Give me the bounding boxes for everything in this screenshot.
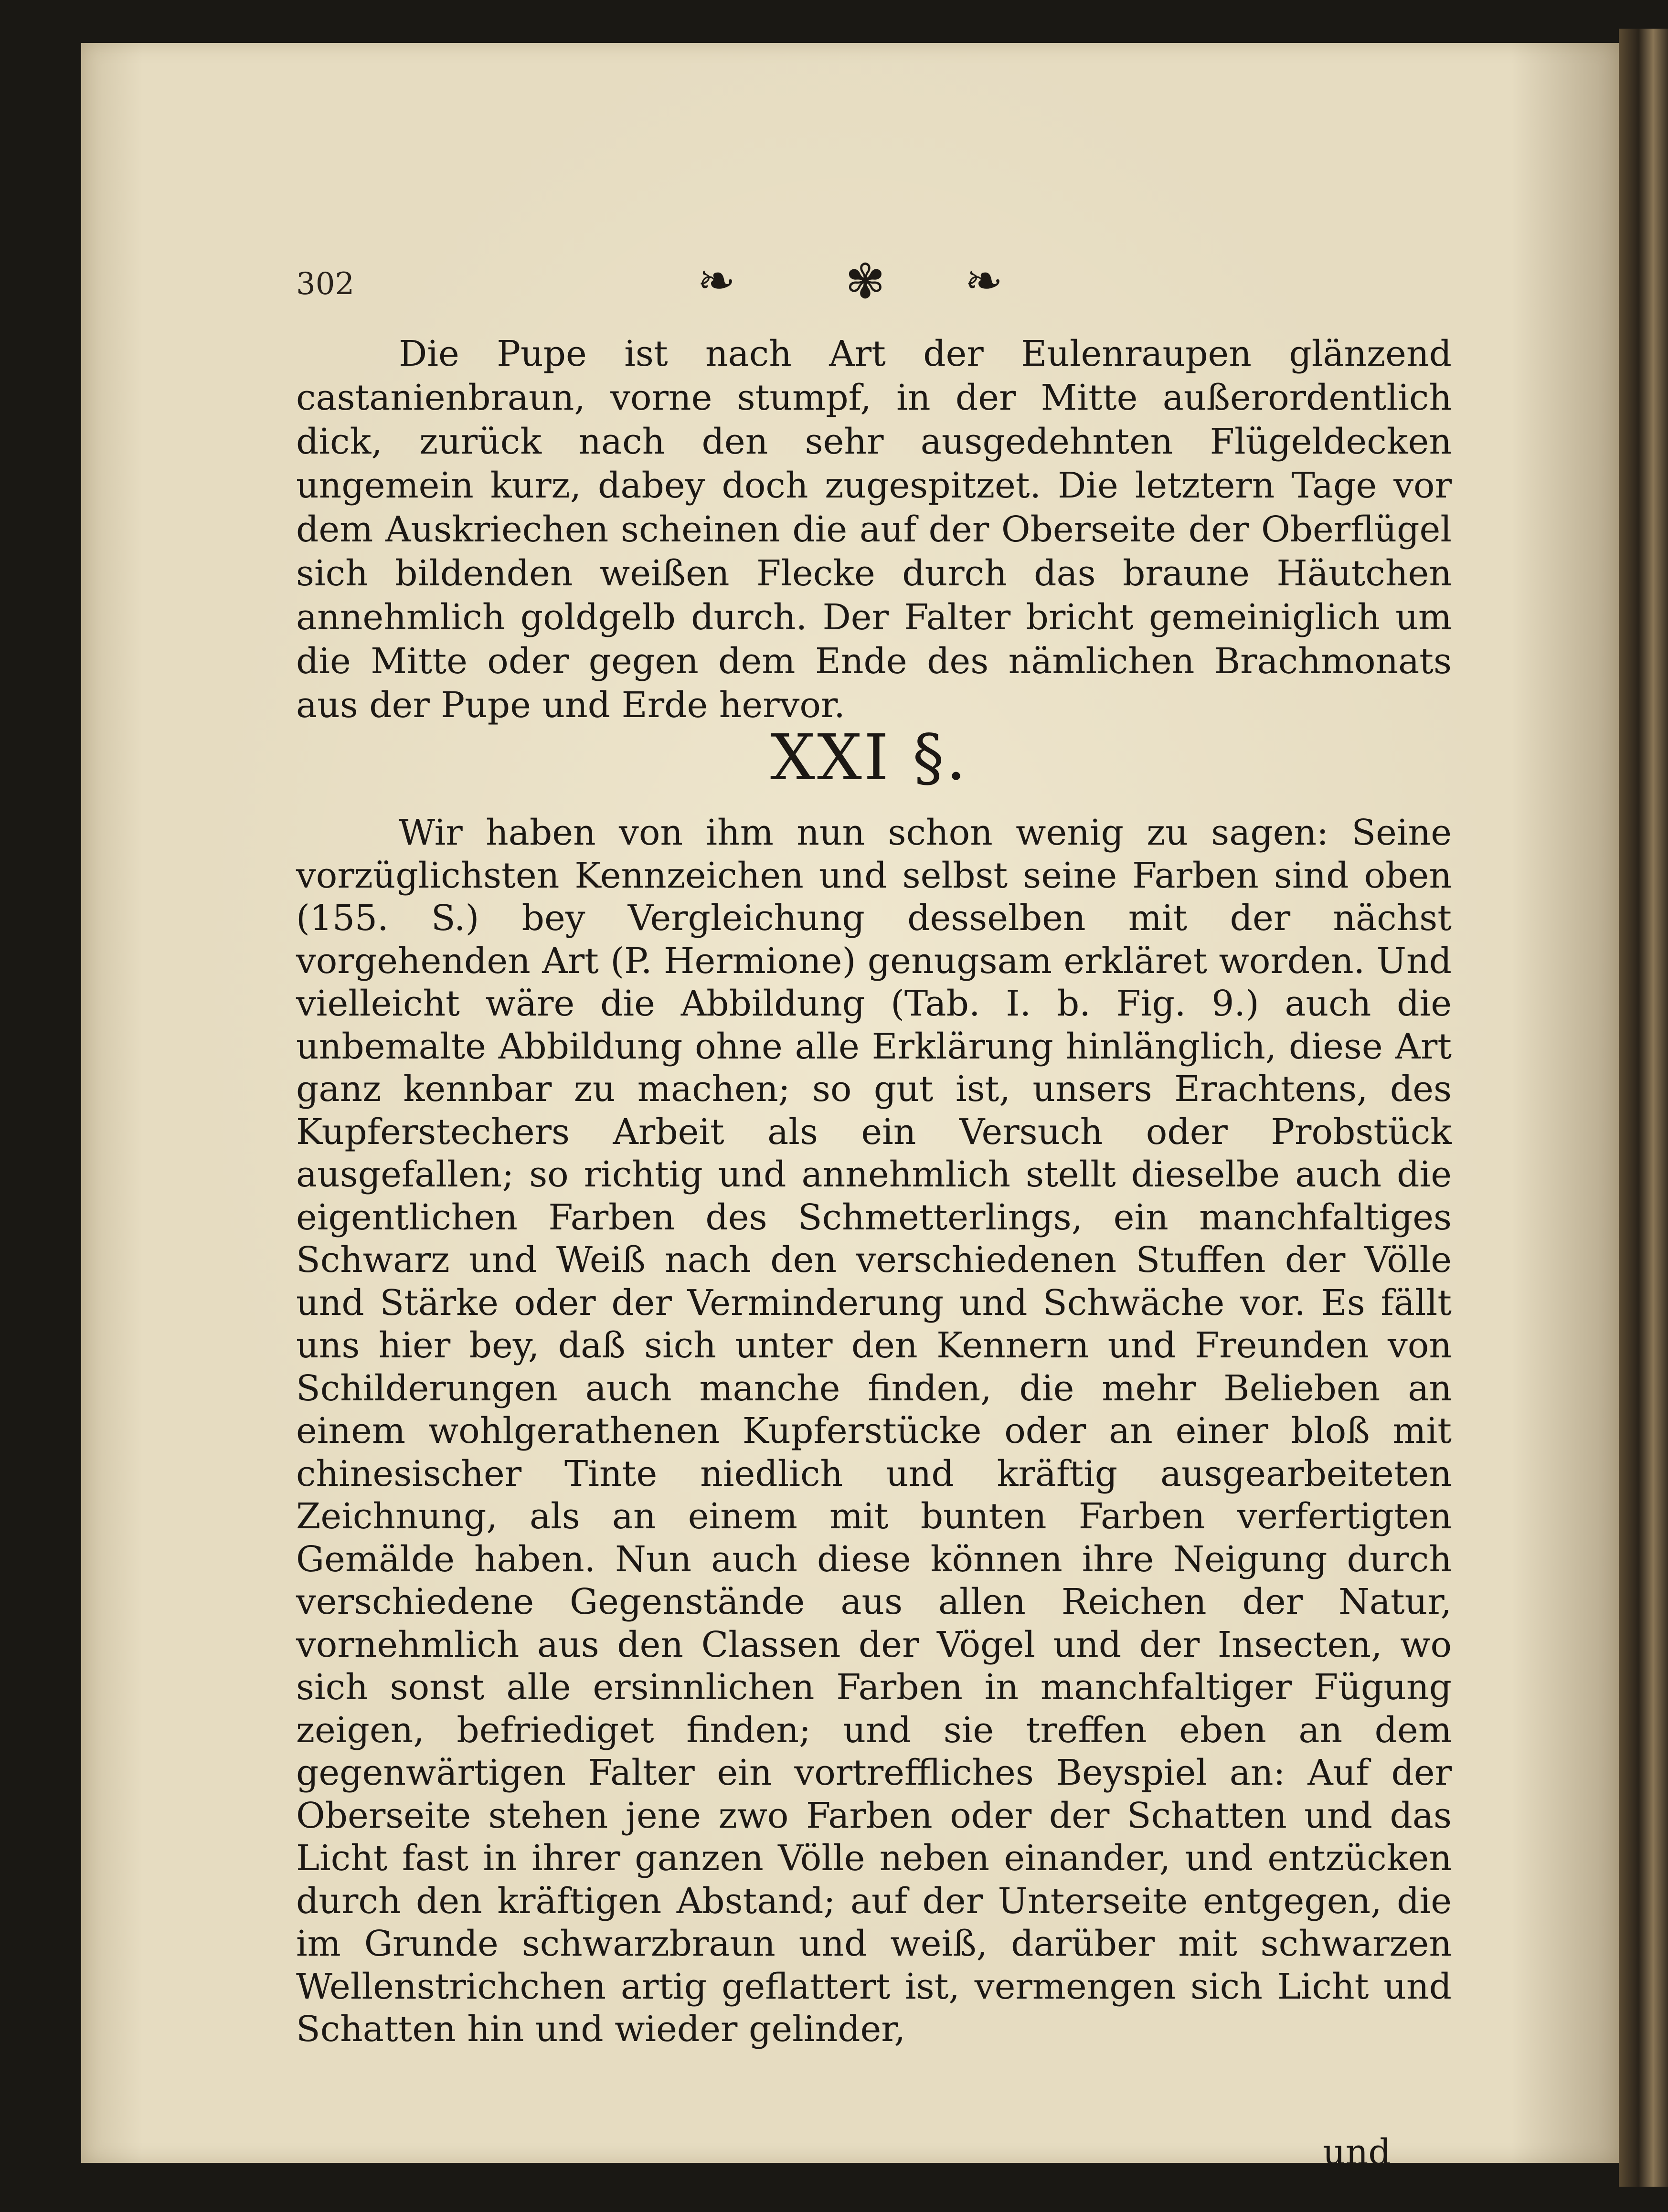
page-number: 302 bbox=[296, 266, 355, 302]
right-ornament-icon: ❧ bbox=[965, 254, 1003, 307]
paragraph-1-text: Die Pupe ist nach Art der Eulenraupen glänzend castanienbraun, vorne stumpf, in der Mitte außerordentlich dick, zurück nach den sehr ausgedehnten Flügeldecken ungemein kurz, dabey doch zugespitzet. Die letztern Tage vor dem Auskriechen scheinen die auf der Oberseite der Oberflügel sich bildenden weißen Flecke durch das braune Häutchen annehmlich goldgelb durch. Der Falter bricht gemeiniglich um die Mitte oder gegen dem Ende des nämlichen Brachmonats aus der Pupe und Erde hervor. bbox=[296, 333, 1452, 726]
catchword: und bbox=[1323, 2132, 1391, 2173]
paragraph-section-xxi bbox=[296, 812, 1452, 2051]
paragraph-2-text: Wir haben von ihm nun schon wenig zu sagen: Seine vorzüglichsten Kennzeichen und selbst seine Farben sind oben (155. S.) bey Vergleichung desselben mit der nächst vorgehenden Art (P. Hermione) genugsam erkläret worden. Und vielleicht wäre die Abbildung (Tab. I. b. Fig. 9.) auch die unbemalte Abbildung ohne alle Erklärung hinlänglich, diese Art ganz kennbar zu machen; so gut ist, unsers Erachtens, des Kupferstechers Arbeit als ein Versuch oder Probstück ausgefallen; so richtig und annehmlich stellt dieselbe auch die eigentlichen Farben des Schmetterlings, ein manchfaltiges Schwarz und Weiß nach den verschiedenen Stuffen der Völle und Stärke oder der Verminderung und Schwäche vor. Es fällt uns hier bey, daß sich unter den Kennern und Freunden von Schilderungen auch manche finden, die mehr Belieben an einem wohlgerathenen Kupferstücke oder an einer bloß mit chinesischer Tinte niedlich und kräftig ausgearbeiteten Zeichnung, als an einem mit bunten Farben verfertigten Gemälde haben. Nun auch diese können ihre Neigung durch verschiedene Gegenstände aus allen Reichen der Natur, vornehmlich aus den Classen der Vögel und der Insecten, wo sich sonst alle ersinnlichen Farben in manchfaltiger Fügung zeigen, befriediget finden; und sie treffen eben an dem gegenwärtigen Falter ein vortreffliches Beyspiel an: Auf der Oberseite stehen jene zwo Farben oder der Schatten und das Licht fast in ihrer ganzen Völle neben einander, und entzücken durch den kräftigen Abstand; auf der Unterseite entgegen, die im Grunde schwarzbraun und weiß, darüber mit schwarzen Wellenstrichchen artig geflattert ist, vermengen sich Licht und Schatten hin und wieder gelinder, bbox=[296, 812, 1452, 2050]
paragraph-pupa bbox=[296, 332, 1452, 727]
section-heading: XXI §. bbox=[770, 721, 968, 794]
left-ornament-icon: ❧ bbox=[697, 254, 736, 307]
book-gutter bbox=[1619, 29, 1668, 2187]
center-ornament-icon: ✾ bbox=[845, 254, 885, 309]
page-header bbox=[296, 253, 1480, 315]
